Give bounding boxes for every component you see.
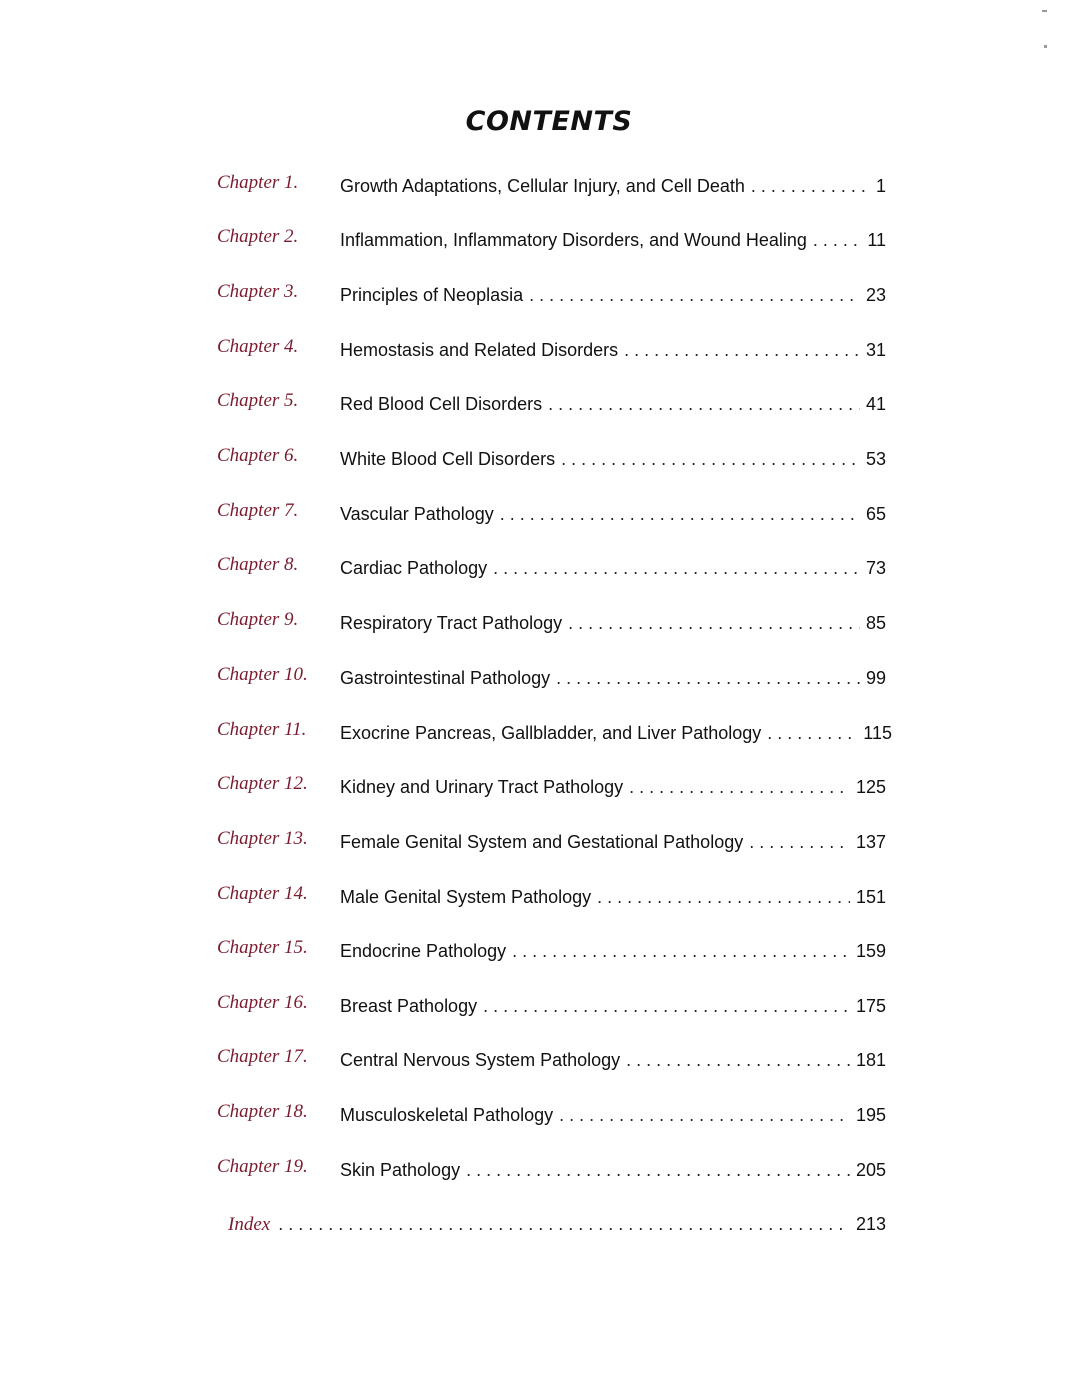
- toc-row[interactable]: [0, 1046, 1073, 1076]
- toc-row[interactable]: [0, 226, 1073, 256]
- chapter-label: Chapter 4.: [217, 336, 299, 357]
- toc-entry: [340, 777, 886, 798]
- dot-leader: [597, 887, 850, 908]
- toc-entry: [340, 996, 886, 1017]
- dot-leader: [624, 340, 860, 361]
- toc-row[interactable]: [0, 281, 1073, 311]
- chapter-title: Musculoskeletal Pathology: [340, 1105, 554, 1125]
- dot-leader: [751, 176, 870, 197]
- chapter-label: Chapter 19.: [217, 1156, 308, 1177]
- page-number: 175: [855, 996, 886, 1016]
- page-number: 181: [855, 1050, 886, 1070]
- dot-leader: [568, 613, 860, 634]
- toc-entry: [340, 1105, 886, 1126]
- chapter-label: Chapter 13.: [217, 828, 308, 849]
- chapter-title: Breast Pathology: [340, 996, 478, 1016]
- chapter-label: Chapter 10.: [217, 664, 308, 685]
- toc-row[interactable]: [0, 554, 1073, 584]
- chapter-label: Chapter 12.: [217, 773, 308, 794]
- toc-row[interactable]: [0, 609, 1073, 639]
- dot-leader: [548, 394, 860, 415]
- dot-leader: [556, 668, 860, 689]
- page-number: 151: [855, 887, 886, 907]
- page-number: 23: [865, 285, 886, 305]
- chapter-title: Female Genital System and Gestational Pathology: [340, 832, 744, 852]
- toc-row[interactable]: [0, 445, 1073, 475]
- page-number: 41: [865, 394, 886, 414]
- toc-entry: [340, 832, 886, 853]
- chapter-label: Chapter 8.: [217, 554, 299, 575]
- toc-row[interactable]: [0, 883, 1073, 913]
- toc-row[interactable]: [0, 336, 1073, 366]
- chapter-title: Vascular Pathology: [340, 504, 494, 524]
- dot-leader: [749, 832, 850, 853]
- toc-row[interactable]: [0, 664, 1073, 694]
- toc-entry: [340, 340, 886, 361]
- dot-leader: [493, 558, 860, 579]
- chapter-title: White Blood Cell Disorders: [340, 449, 556, 469]
- toc-entry: [340, 558, 886, 579]
- chapter-title: Skin Pathology: [340, 1160, 461, 1180]
- chapter-label: Chapter 18.: [217, 1101, 308, 1122]
- dot-leader: [512, 941, 850, 962]
- toc-entry: [340, 1160, 886, 1181]
- page-number: 159: [855, 941, 886, 961]
- chapter-label: Chapter 7.: [217, 500, 299, 521]
- chapter-title: Male Genital System Pathology: [340, 887, 592, 907]
- chapter-title: Central Nervous System Pathology: [340, 1050, 621, 1070]
- page-number: 195: [855, 1105, 886, 1125]
- page-number: 53: [865, 449, 886, 469]
- toc-entry: [340, 230, 886, 251]
- toc-row[interactable]: [0, 500, 1073, 530]
- scan-speck: [1044, 45, 1047, 48]
- chapter-title: Gastrointestinal Pathology: [340, 668, 551, 688]
- page-number: 31: [865, 340, 886, 360]
- chapter-label: Chapter 5.: [217, 390, 299, 411]
- chapter-label: Chapter 3.: [217, 281, 299, 302]
- dot-leader: [559, 1105, 850, 1126]
- dot-leader: [500, 504, 860, 525]
- toc-row[interactable]: [0, 937, 1073, 967]
- page-number: 65: [865, 504, 886, 524]
- dot-leader: [483, 996, 850, 1017]
- dot-leader: [767, 723, 857, 744]
- toc-entry: [340, 613, 886, 634]
- toc-row[interactable]: [0, 773, 1073, 803]
- chapter-title: Red Blood Cell Disorders: [340, 394, 543, 414]
- page-number: 115: [863, 723, 892, 743]
- chapter-title: Inflammation, Inflammatory Disorders, and Wound Healing: [340, 230, 807, 250]
- chapter-label: Chapter 9.: [217, 609, 299, 630]
- toc-entry: [340, 449, 886, 470]
- index-label: Index: [228, 1214, 271, 1235]
- page-number: 11: [867, 230, 886, 250]
- chapter-label: Chapter 15.: [217, 937, 308, 958]
- toc-row[interactable]: [0, 1156, 1073, 1186]
- chapter-title: Growth Adaptations, Cellular Injury, and Cell Death: [340, 176, 745, 196]
- toc-entry: [340, 723, 892, 744]
- chapter-title: Hemostasis and Related Disorders: [340, 340, 619, 360]
- dot-leader: [629, 777, 850, 798]
- dot-leader: [813, 230, 861, 251]
- chapter-title: Exocrine Pancreas, Gallbladder, and Liver Pathology: [340, 723, 762, 743]
- chapter-title: Endocrine Pathology: [340, 941, 507, 961]
- page-number: 137: [855, 832, 886, 852]
- page-number: 205: [855, 1160, 886, 1180]
- chapter-label: Chapter 6.: [217, 445, 299, 466]
- toc-entry: [340, 504, 886, 525]
- toc-row[interactable]: [0, 992, 1073, 1022]
- page-number: 85: [865, 613, 886, 633]
- chapter-title: Kidney and Urinary Tract Pathology: [340, 777, 624, 797]
- toc-row[interactable]: [0, 172, 1073, 202]
- toc-entry: [340, 1050, 886, 1071]
- page-number: 213: [855, 1214, 886, 1234]
- toc-entry: [340, 394, 886, 415]
- chapter-label: Chapter 16.: [217, 992, 308, 1013]
- chapter-label: Chapter 1.: [217, 172, 299, 193]
- page-title: CONTENTS: [465, 106, 633, 137]
- toc-entry: [340, 176, 886, 197]
- page-number: 125: [855, 777, 886, 797]
- chapter-label: Chapter 14.: [217, 883, 308, 904]
- scan-speck: [1042, 10, 1047, 12]
- toc-entry: [340, 668, 886, 689]
- toc-entry: [340, 887, 886, 908]
- toc-row[interactable]: [0, 1101, 1073, 1131]
- chapter-title: Principles of Neoplasia: [340, 285, 524, 305]
- page-number: 1: [875, 176, 886, 196]
- chapter-title: Respiratory Tract Pathology: [340, 613, 563, 633]
- chapter-label: Chapter 2.: [217, 226, 299, 247]
- dot-leader: [278, 1214, 850, 1235]
- toc-row[interactable]: [0, 390, 1073, 420]
- toc-entry: [340, 941, 886, 962]
- page-number: 73: [865, 558, 886, 578]
- toc-entry: [340, 285, 886, 306]
- chapter-label: Chapter 11.: [217, 719, 307, 740]
- chapter-title: Cardiac Pathology: [340, 558, 488, 578]
- dot-leader: [529, 285, 860, 306]
- dot-leader: [466, 1160, 850, 1181]
- toc-row[interactable]: [0, 719, 1073, 749]
- chapter-label: Chapter 17.: [217, 1046, 308, 1067]
- page-number: 99: [865, 668, 886, 688]
- dot-leader: [626, 1050, 850, 1071]
- dot-leader: [561, 449, 860, 470]
- toc-row[interactable]: [0, 828, 1073, 858]
- toc-index-row[interactable]: [228, 1214, 886, 1236]
